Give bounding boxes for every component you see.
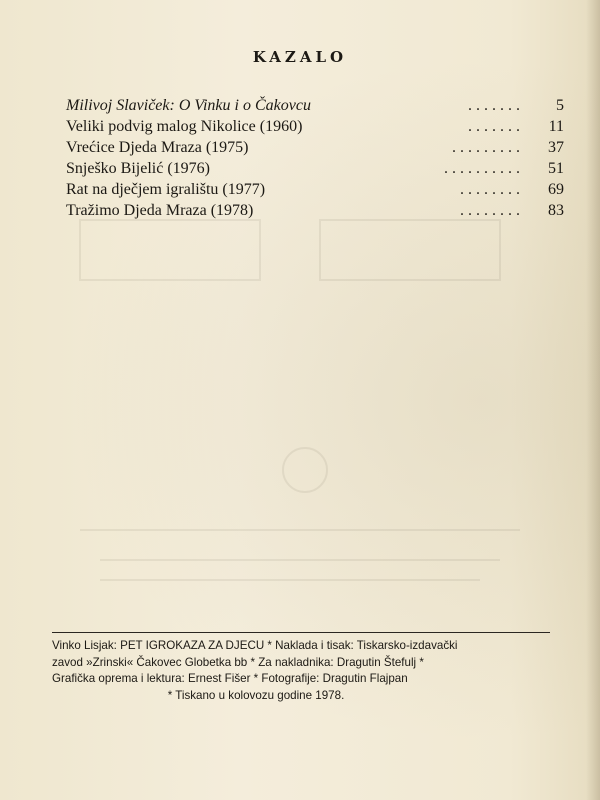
toc-entry-title: Vrećice Djeda Mraza (1975) [66,139,249,156]
toc-entry-page: 69 [548,181,564,198]
toc-entry-title: Veliki podvig malog Nikolice (1960) [66,118,303,135]
toc-entry[interactable] [66,116,564,137]
toc-entry-leader: . . . . . . . [468,118,520,135]
toc-entry-title: Snješko Bijelić (1976) [66,160,210,177]
toc-entry-leader: . . . . . . . . . [452,139,520,156]
page-heading: KAZALO [252,48,348,66]
toc-entry-title: Tražimo Djeda Mraza (1978) [66,202,254,219]
table-of-contents [66,95,564,221]
toc-entry-page: 5 [556,97,564,114]
toc-entry-leader: . . . . . . . . [460,181,520,198]
toc-entry-page: 11 [548,118,564,135]
toc-entry[interactable] [66,200,564,221]
imprint-line: * Tiskano u kolovozu godine 1978. [167,688,345,702]
imprint-block [52,638,550,704]
toc-entry-title: Rat na dječjem igralištu (1977) [66,181,266,198]
toc-entry[interactable] [66,137,564,158]
toc-entry-leader: . . . . . . . . . . [444,160,520,177]
toc-entry[interactable] [66,158,564,179]
toc-entry[interactable] [66,179,564,200]
toc-entry-page: 37 [548,139,564,156]
imprint-line: zavod »Zrinski« Čakovec Globetka bb * Za nakladnika: Dragutin Štefulj * [52,655,424,669]
imprint-line: Grafička oprema i lektura: Ernest Fišer * Fotografije: Dragutin Flajpan [52,672,408,685]
toc-entry-page: 83 [548,202,564,219]
imprint-line: Vinko Lisjak: PET IGROKAZA ZA DJECU * Naklada i tisak: Tiskarsko-izdavački [52,639,458,652]
toc-entry-leader: . . . . . . . . [460,202,520,219]
toc-entry-leader: . . . . . . . [468,97,520,114]
toc-entry-title: Milivoj Slaviček: O Vinku i o Čakovcu [66,97,311,114]
imprint-divider [52,632,550,633]
toc-entry-page: 51 [548,160,564,177]
toc-entry[interactable] [66,95,564,116]
page-edge-shadow [586,0,600,800]
